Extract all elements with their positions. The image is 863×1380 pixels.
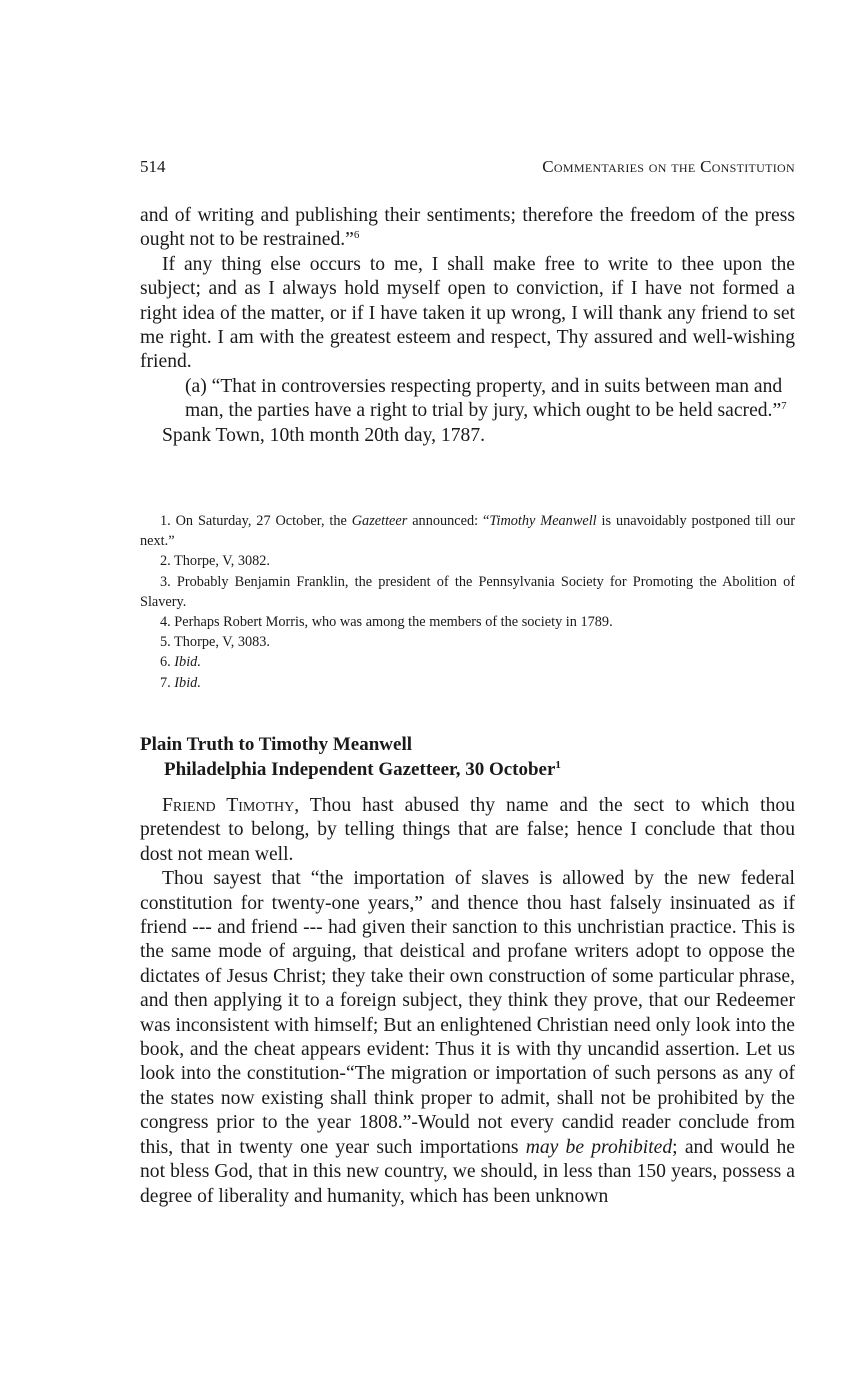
subtitle-text: Philadelphia Independent Gazetteer, 30 October: [164, 759, 556, 780]
footnote-number: 6.: [160, 654, 175, 671]
salutation: Friend Timothy,: [162, 795, 300, 816]
article-body: [140, 794, 795, 1209]
footnote-italic: Gazetteer: [351, 513, 408, 529]
page-number: 514: [140, 157, 166, 176]
emphasis: may be prohibited: [525, 1136, 673, 1158]
letter-conclusion: [140, 204, 795, 448]
footnote-text: is unavoidably postponed till our next.”: [140, 513, 795, 550]
paragraph-text: and of writing and publishing their sentiments; therefore the freedom of the press ought not to be restrained.”: [140, 205, 795, 251]
body-paragraph: [140, 204, 795, 253]
quote-text: (a) “That in controversies respecting property, and in suits between man and man, the parties have a right to trial by jury, which ought to be held sacred.”: [185, 375, 783, 422]
block-quote: [140, 375, 795, 424]
paragraph-text: Thou sayest that “the importation of slaves is allowed by the new federal constitution for twenty-one years,” and thence thou hast falsely insinuated as if friend --- and friend --- had given their sanction to this unchristian practice. This is the same mode of arguing, that deistical and profane writers adopt to oppose the dictates of Jesus Christ; they take their own construction of some particular phrase, and then applying it to a foreign subject, they think they prove, that our Redeemer was inconsistent with himself; But an enlightened Christian need only look into the book, and the cheat appears evident: Thus it is with thy uncandid assertion. Let us look into the constitution-“The migration or importation of such persons as any of the states now existing shall think proper to admit, shall not be prohibited by the congress prior to the year 1808.”-Would not every candid reader conclude from this, that in twenty one year such importations: [140, 868, 795, 1158]
dateline: Spank Town, 10th month 20th day, 1787.: [162, 424, 486, 446]
note-reference: 7: [781, 400, 787, 413]
footnote-italic: Ibid.: [174, 674, 201, 691]
footnote-text: 1. On Saturday, 27 October, the: [160, 513, 352, 529]
body-paragraph: [140, 794, 795, 867]
footnote-number: 7.: [160, 674, 175, 691]
article-subtitle: [140, 757, 795, 782]
note-reference: 1: [555, 759, 561, 771]
footnote-2: 2. Thorpe, V, 3082.: [160, 553, 271, 570]
article-title: Plain Truth to Timothy Meanwell: [140, 734, 413, 755]
footnote-3: 3. Probably Benjamin Franklin, the president of the Pennsylvania Society for Promoting the Abolition of Slavery.: [140, 573, 795, 610]
footnotes: [140, 511, 795, 693]
note-reference: 6: [353, 229, 360, 242]
footnote-italic: Ibid.: [174, 654, 201, 671]
body-paragraph: If any thing else occurs to me, I shall make free to write to thee upon the subject; and as I always hold myself open to conviction, if I have not formed a right idea of the matter, or if I have taken it up wrong, I will thank any friend to set me right. I am with the greatest esteem and respect, Thy assured and well-wishing friend.: [140, 253, 795, 373]
footnote-5: 5. Thorpe, V, 3083.: [160, 634, 271, 651]
footnote-4: 4. Perhaps Robert Morris, who was among the members of the society in 1789.: [160, 614, 613, 631]
paragraph-text: Thou hast abused thy name and the sect to which thou pretendest to belong, by telling things that are false; hence I conclude that thou dost not mean well.: [140, 795, 795, 865]
body-paragraph: [140, 867, 795, 1209]
paragraph-text: ; and would he not bless God, that in this new country, we should, in less than 150 years, possess a degree of liberality and humanity, which has been unknown: [140, 1136, 795, 1207]
article-heading: [140, 732, 795, 782]
running-head: [140, 157, 795, 181]
footnote-6: [140, 652, 795, 672]
footnote-7: [140, 673, 795, 693]
footnote-text: announced: “: [407, 513, 490, 529]
footnote-1: [140, 511, 795, 551]
footnote-italic: Timothy Meanwell: [489, 513, 597, 529]
running-head-title: Commentaries on the Constitution: [542, 157, 795, 176]
